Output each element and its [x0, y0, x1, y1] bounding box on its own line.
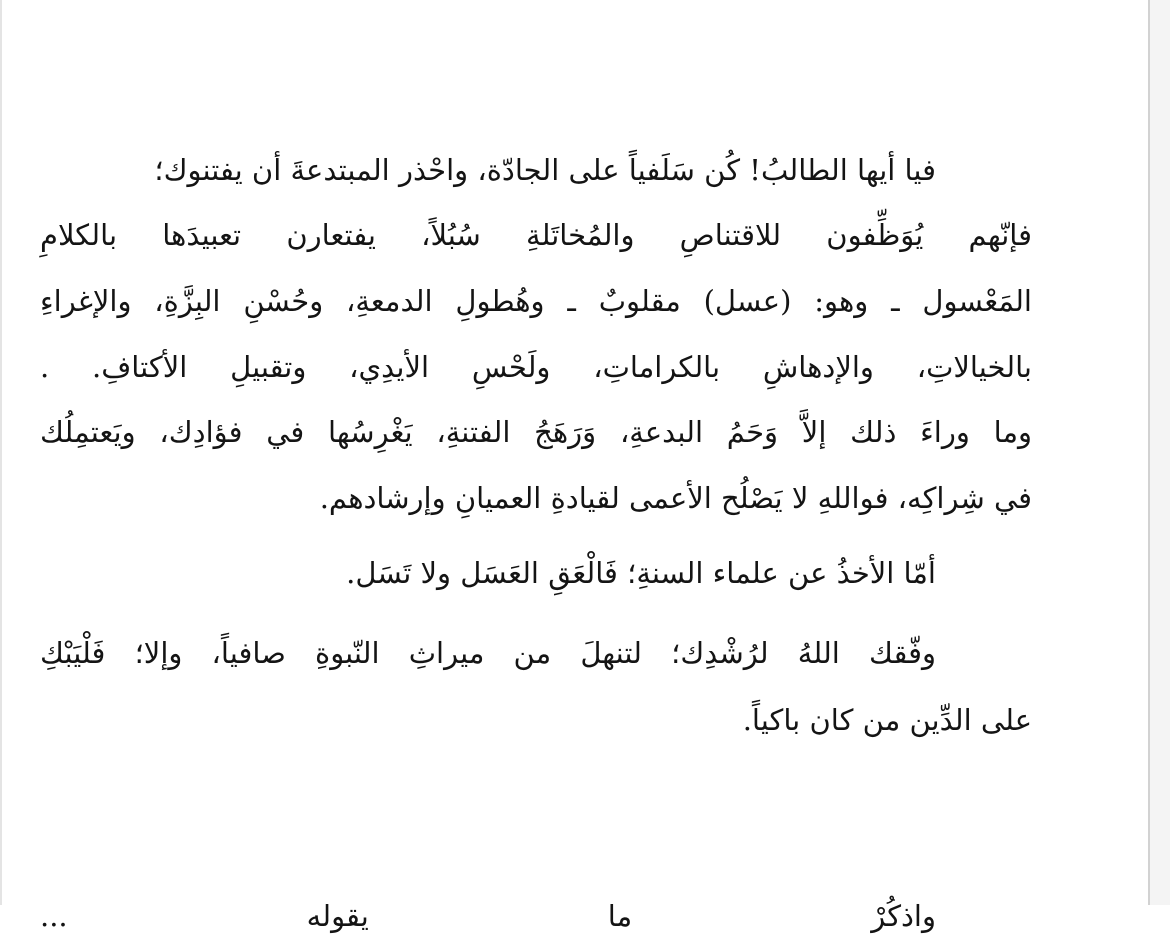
text-line: فإنّهم يُوَظِّفون للاقتناصِ والمُخاتَلةِ سُبُلاً، يفتعارن تعبيدَها بالكلامِ — [40, 218, 1032, 252]
text-line: في شِراكِه، فواللهِ لا يَصْلُح الأعمى لقيادةِ العميانِ وإرشادهم. — [319, 481, 1032, 515]
partial-text-line — [40, 878, 1032, 933]
page-right-edge — [1148, 0, 1170, 905]
text-line: بالخيالاتِ، والإدهاشِ بالكراماتِ، ولَحْسِ الأيدِي، وتقبيلِ الأكتافِ. . — [40, 350, 1032, 384]
text-line: المَعْسول ـ وهو: (عسل) مقلوبٌ ـ وهُطولِ الدمعةِ، وحُسْنِ البِزَّةِ، والإغراءِ — [40, 284, 1032, 318]
text-line: واذكُرْ ما يقوله ... — [40, 899, 936, 933]
text-line: وما وراءَ ذلك إلاَّ وَحَمُ البدعةِ، وَرَهَجُ الفتنةِ، يَغْرِسُها في فؤادِك، ويَعتمِلُك — [40, 415, 1032, 449]
page-left-edge — [0, 0, 2, 905]
text-line: على الدِّين من كان باكياً. — [742, 703, 1032, 737]
text-line: أمّا الأخذُ عن علماء السنةِ؛ فَالْعَقِ العَسَل ولا تَسَل. — [346, 556, 936, 590]
text-line: فيا أيها الطالبُ! كُن سَلَفياً على الجادّة، واحْذر المبتدعةَ أن يفتنوك؛ — [154, 153, 936, 187]
text-line: وفّقك اللهُ لرُشْدِك؛ لتنهلَ من ميراثِ النّبوةِ صافياً، وإلا؛ فَلْيَبْكِ — [40, 636, 936, 670]
